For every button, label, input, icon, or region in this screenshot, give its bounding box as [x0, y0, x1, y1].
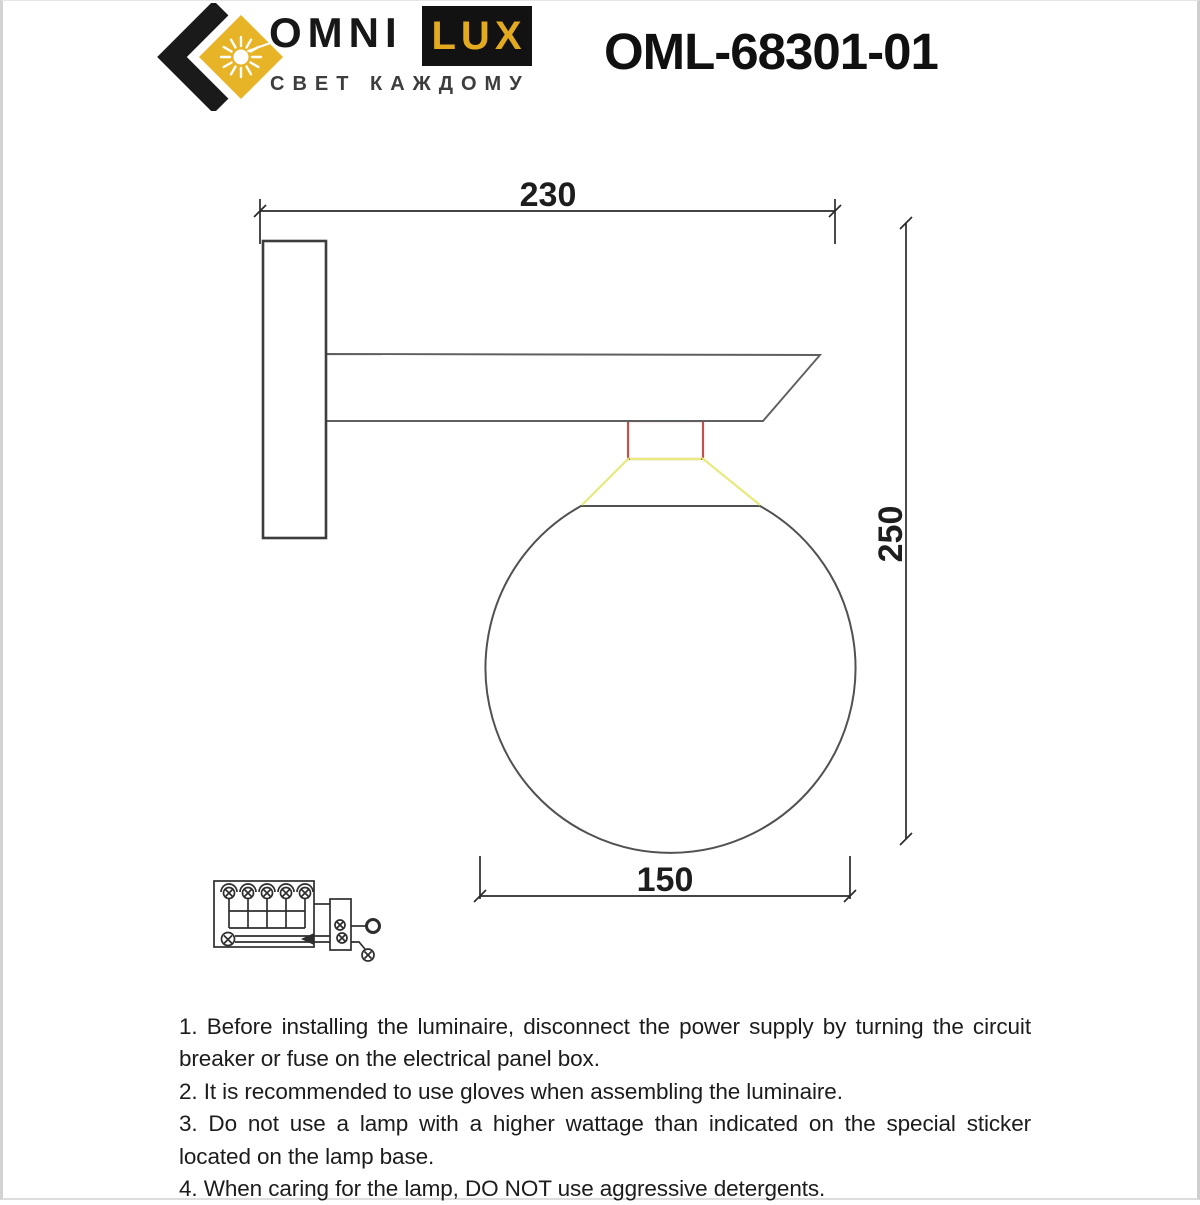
brand-name-lux: LUX: [431, 14, 527, 58]
instruction-item-1: 1. Before installing the luminaire, disconnect the power supply by turning the circuit breaker or fuse on the electrical panel box.: [179, 1014, 1031, 1072]
instruction-item-3: 3. Do not use a lamp with a higher wattage than indicated on the special sticker located on the lamp base.: [179, 1111, 1031, 1169]
installation-instructions: [179, 1011, 1031, 1205]
terminal-jumper-wires: [229, 899, 305, 928]
ring-terminal: [367, 920, 380, 933]
dimension-height-label: 250: [872, 505, 910, 563]
instruction-item-4: 4. When caring for the lamp, DO NOT use aggressive detergents.: [179, 1176, 826, 1202]
wiring-diagram: [214, 881, 380, 961]
terminal-screws: [221, 884, 313, 899]
model-number: OML-68301-01: [604, 23, 938, 80]
brand-name-omni: OMNI: [269, 9, 403, 56]
dimension-width-label: 230: [519, 176, 577, 214]
wall-arm-outline: [326, 354, 820, 421]
glass-globe-outline: [486, 506, 856, 853]
wall-plate-outline: [263, 241, 326, 538]
brand-tagline: СВЕТ КАЖДОМУ: [270, 73, 530, 95]
dimension-globe-label: 150: [636, 861, 694, 899]
instruction-item-2: 2. It is recommended to use gloves when assembling the luminaire.: [179, 1078, 843, 1104]
socket-yellow-lines: [582, 458, 760, 505]
lamp-holder-red-rect: [628, 421, 703, 459]
